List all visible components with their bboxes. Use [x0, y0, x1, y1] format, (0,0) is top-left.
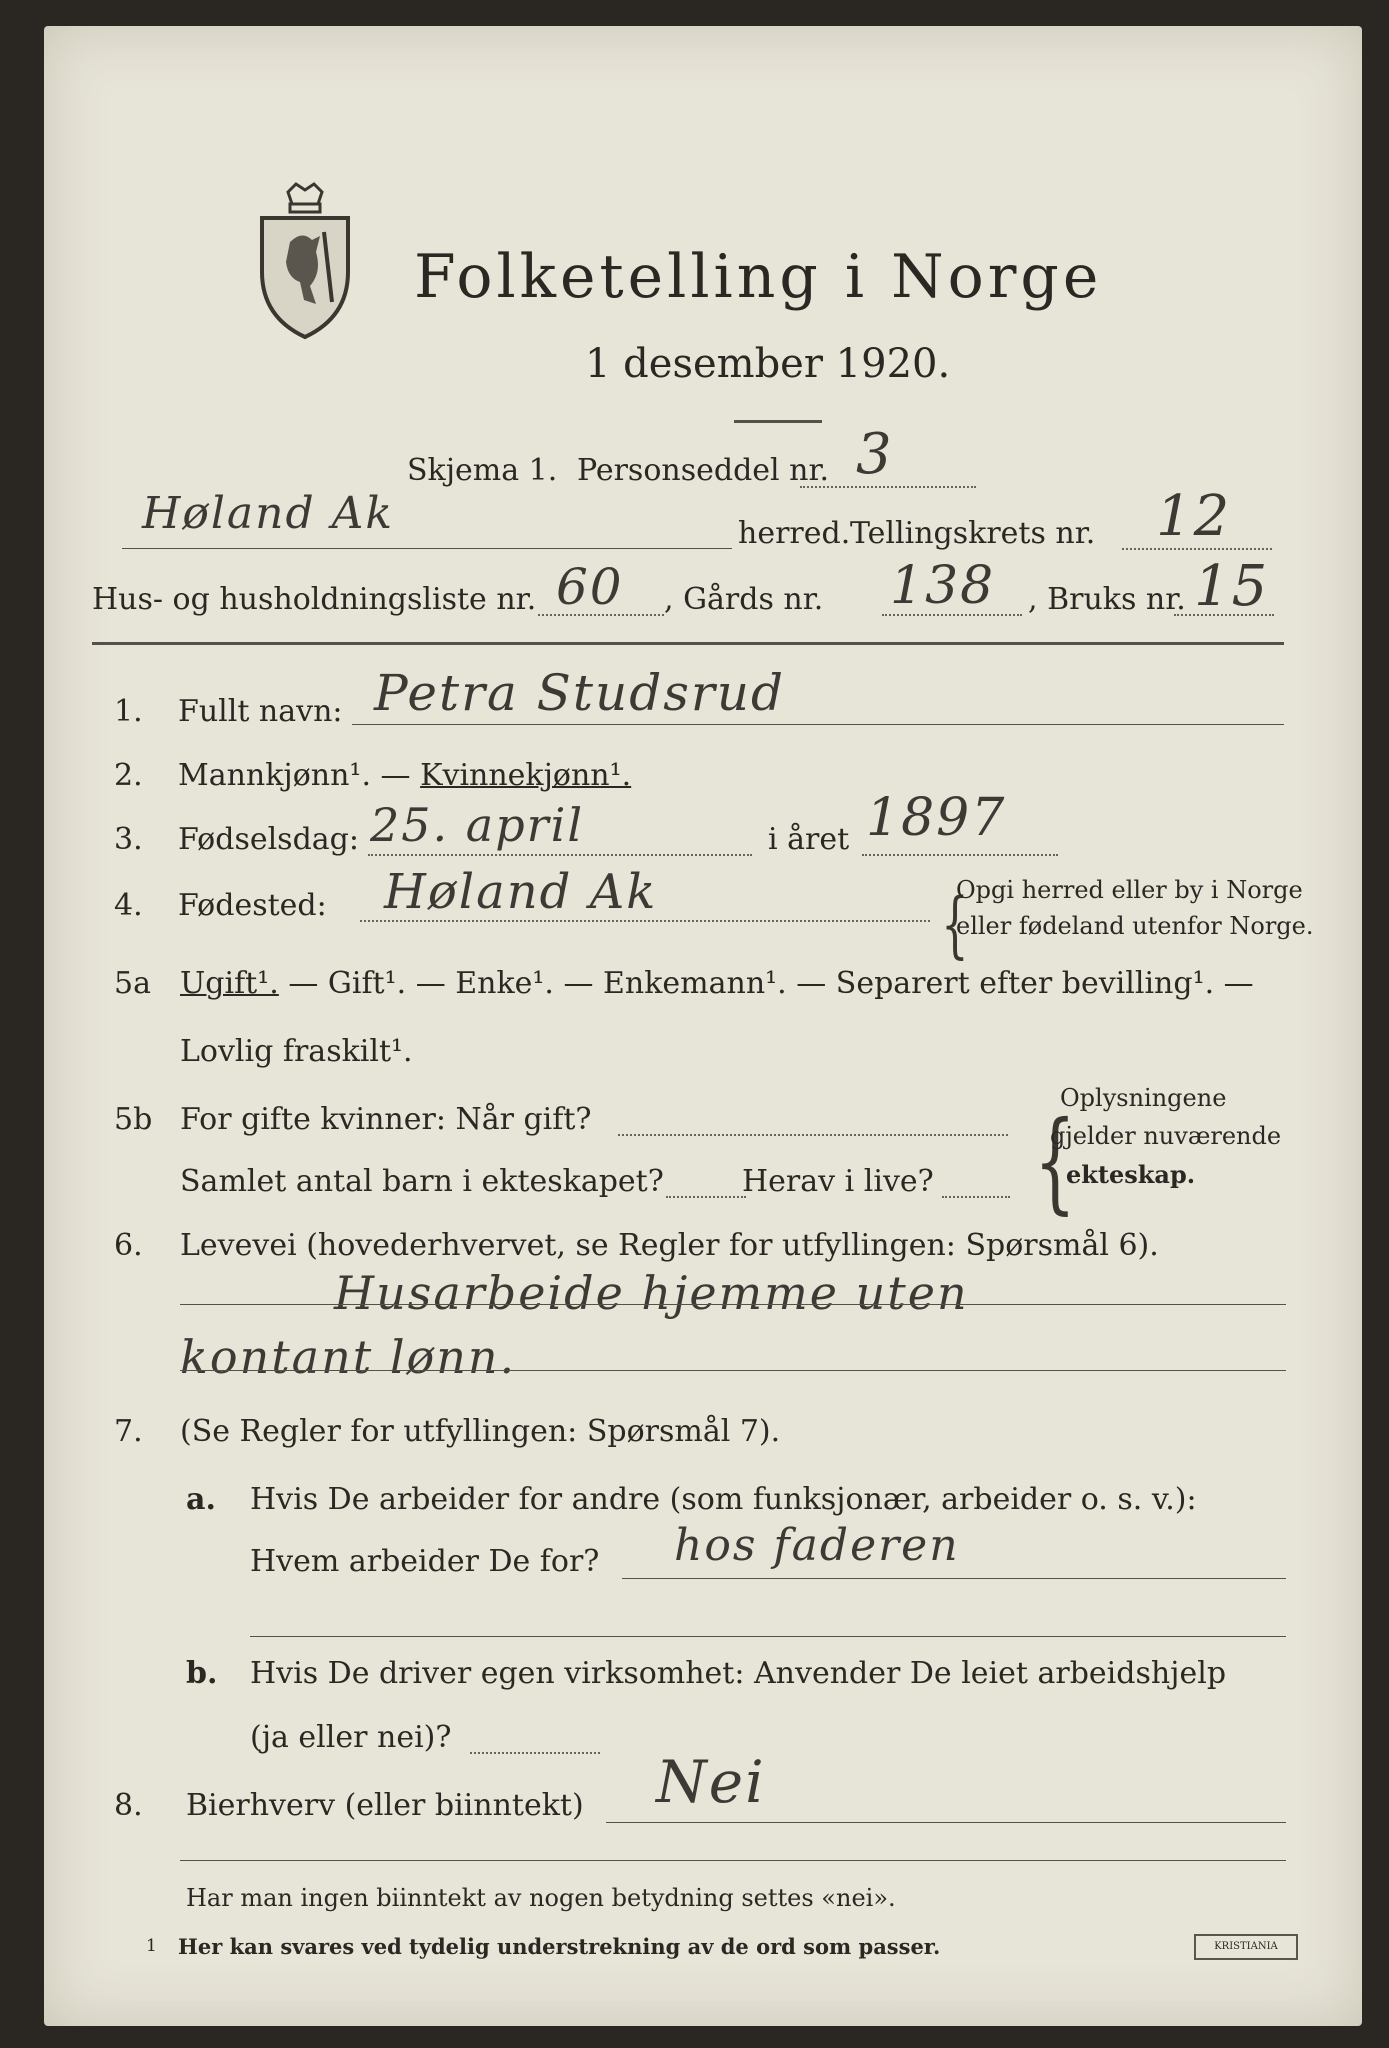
q8-line: [606, 1822, 1286, 1823]
q3-dotline: [368, 854, 752, 856]
q7-label: (Se Regler for utfyllingen: Spørsmål 7).: [180, 1414, 781, 1449]
q7a-value: hos faderen: [674, 1520, 960, 1571]
bruks-label: , Bruks nr.: [1028, 582, 1186, 617]
q1-value: Petra Studsrud: [374, 664, 786, 722]
q8-label: Bierhverv (eller biinntekt): [186, 1788, 584, 1823]
q3-value: 25. april: [370, 798, 585, 852]
q5b-brace: {: [1034, 1097, 1076, 1225]
q1-number: 1.: [114, 694, 143, 729]
header-divider: [92, 642, 1284, 645]
q4-value: Høland Ak: [384, 864, 658, 920]
q5b-note2: gjelder nuværende: [1050, 1122, 1282, 1150]
form-date: 1 desember 1920.: [585, 341, 951, 387]
q3-number: 3.: [114, 822, 143, 857]
q7b-text: Hvis De driver egen virksomhet: Anvender De leiet arbeidshjelp: [250, 1656, 1227, 1691]
q5a-other-options: — Gift¹. — Enke¹. — Enkemann¹. — Separert efter bevilling¹. —: [278, 966, 1254, 1001]
q5b-gift-dotline: [618, 1134, 1008, 1136]
q4-label: Fødested:: [178, 888, 327, 923]
footnote-number: 1: [146, 1936, 157, 1956]
q5b-label2: Samlet antal barn i ekteskapet?: [180, 1164, 664, 1199]
option-ugift-underlined[interactable]: Ugift¹.: [180, 966, 279, 1001]
footer-note: Har man ingen biinntekt av nogen betydning settes «nei».: [186, 1884, 896, 1912]
q7b-dotline: [470, 1752, 600, 1754]
bruks-value: 15: [1194, 554, 1270, 619]
form-title: Folketelling i Norge: [414, 242, 1103, 312]
q5b-note1: Oplysningene: [1060, 1084, 1227, 1112]
q5a-line2: Lovlig fraskilt¹.: [180, 1034, 413, 1069]
q3-year-label: i året: [768, 822, 850, 857]
q7-number: 7.: [114, 1414, 143, 1449]
q5b-note3: ekteskap.: [1066, 1160, 1196, 1189]
hus-value: 60: [556, 558, 624, 616]
title-divider: [734, 420, 822, 423]
q5a-options: [180, 966, 1254, 1001]
q7a-line: [622, 1578, 1286, 1579]
option-mannkjonn[interactable]: Mannkjønn¹.: [178, 758, 371, 793]
q6-number: 6.: [114, 1228, 143, 1263]
q4-brace: {: [941, 882, 969, 966]
herred-value: Høland Ak: [142, 488, 395, 539]
q6-line1: [180, 1304, 1286, 1305]
q7a-line2: [250, 1636, 1286, 1637]
q2-separator: —: [371, 758, 421, 793]
q8-value: Nei: [656, 1748, 766, 1816]
q7a-text: Hvis De arbeider for andre (som funksjonær, arbeider o. s. v.):: [250, 1482, 1197, 1517]
q4-note-line1: Opgi herred eller by i Norge: [956, 876, 1303, 904]
q5b-label1: For gifte kvinner: Når gift?: [180, 1102, 592, 1137]
footnote-text: Her kan svares ved tydelig understrekning av de ord som passer.: [178, 1934, 941, 1959]
q1-line: [352, 724, 1284, 725]
q6-value-line1: Husarbeide hjemme uten: [334, 1266, 969, 1320]
gards-label: , Gårds nr.: [664, 582, 824, 617]
q7b-letter: b.: [186, 1656, 218, 1691]
q2-options: [178, 758, 631, 793]
herred-label: herred.: [738, 516, 851, 551]
census-form-sheet: [44, 26, 1362, 2026]
option-kvinnekjonn-underlined[interactable]: Kvinnekjønn¹.: [420, 758, 632, 793]
q5a-number: 5a: [114, 966, 151, 1001]
q7a-question: Hvem arbeider De for?: [250, 1544, 600, 1579]
printer-stamp: KRISTIANIA: [1194, 1934, 1298, 1960]
q5b-live-dotline: [942, 1196, 1010, 1198]
q7a-letter: a.: [186, 1482, 216, 1517]
q8-number: 8.: [114, 1788, 143, 1823]
q3-year-value: 1897: [866, 788, 1007, 848]
q7b-question: (ja eller nei)?: [250, 1720, 452, 1755]
q4-number: 4.: [114, 888, 143, 923]
q3-label: Fødselsdag:: [178, 822, 359, 857]
q6-label: Levevei (hovederhvervet, se Regler for utfyllingen: Spørsmål 6).: [180, 1228, 1159, 1263]
q1-label: Fullt navn:: [178, 694, 343, 729]
footer-divider: [180, 1860, 1286, 1861]
personseddel-label: Personseddel nr.: [577, 453, 830, 488]
tellingskrets-value: 12: [1156, 484, 1232, 549]
hus-label: Hus- og husholdningsliste nr.: [92, 582, 537, 617]
coat-of-arms-icon: [250, 182, 360, 342]
q5b-number: 5b: [114, 1102, 153, 1137]
herred-line: [122, 548, 732, 549]
gards-value: 138: [890, 556, 996, 616]
q2-number: 2.: [114, 758, 143, 793]
skjema-label: Skjema 1.: [407, 453, 558, 488]
personseddel-value: 3: [856, 422, 894, 487]
q5b-barn-dotline: [666, 1196, 746, 1198]
q4-note-line2: eller fødeland utenfor Norge.: [956, 912, 1314, 940]
q6-line2: [180, 1370, 1286, 1371]
q5b-label3: Herav i live?: [742, 1164, 934, 1199]
q4-dotline: [360, 920, 930, 922]
tellingskrets-label: Tellingskrets nr.: [850, 516, 1096, 551]
q6-value-line2: kontant lønn.: [180, 1330, 517, 1384]
q3-year-dotline: [862, 854, 1058, 856]
